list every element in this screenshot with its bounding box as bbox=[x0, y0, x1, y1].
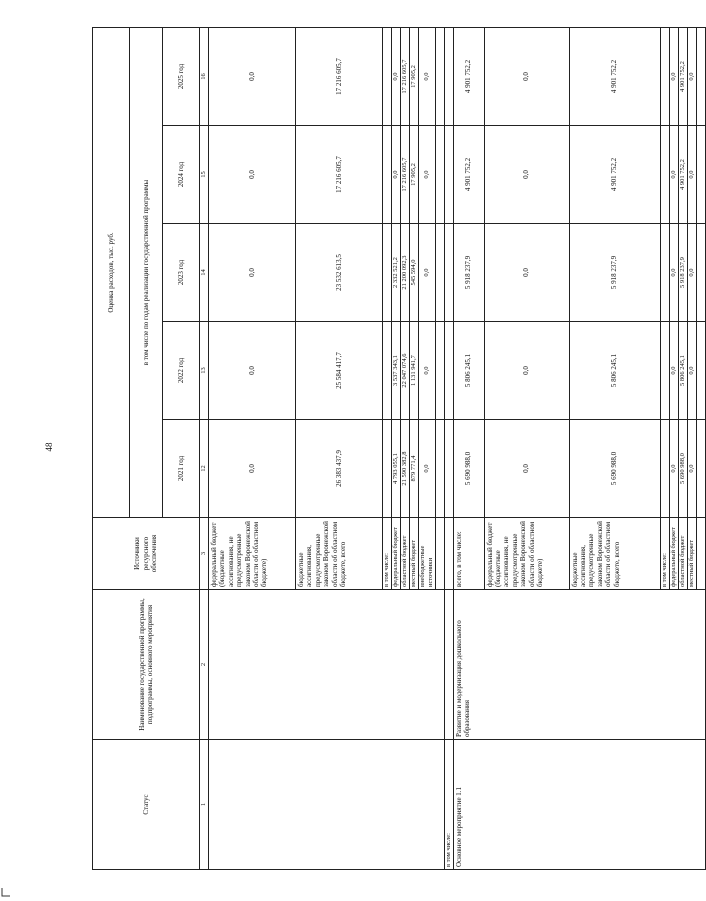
source-cell: бюджетные ассигнования, предусмотренные законом Воронежской области об областном бюджете, всего bbox=[569, 518, 660, 590]
col-num: 13 bbox=[200, 322, 209, 420]
source-cell: местный бюджет bbox=[410, 518, 419, 590]
value-cell: 25 584 417,7 bbox=[296, 322, 383, 420]
value-cell: 0,0 bbox=[392, 27, 401, 125]
name-cell bbox=[209, 590, 445, 740]
value-cell: 0,0 bbox=[669, 126, 678, 224]
value-cell: 23 532 613,5 bbox=[296, 224, 383, 322]
scan-corner-mark-icon bbox=[2, 888, 10, 896]
value-cell: 17 216 605,7 bbox=[401, 27, 410, 125]
value-cell: 4 793 055,1 bbox=[392, 420, 401, 518]
header-year: 2022 год bbox=[163, 322, 200, 420]
source-cell: федеральный бюджет bbox=[392, 518, 401, 590]
header-by-years: в том числе по годам реализации государственной программы bbox=[130, 27, 163, 517]
value-cell: 4 901 752,2 bbox=[678, 126, 687, 224]
value-cell: 21 590 382,8 bbox=[401, 420, 410, 518]
status-note: в том числе: bbox=[444, 740, 453, 870]
source-cell: местный бюджет bbox=[687, 518, 696, 590]
value-cell: 0,0 bbox=[392, 126, 401, 224]
value-cell: 5 690 988,0 bbox=[678, 420, 687, 518]
value-cell: 0,0 bbox=[419, 126, 436, 224]
value-cell: 0,0 bbox=[484, 420, 569, 518]
header-year: 2021 год bbox=[163, 420, 200, 518]
value-cell: 3 537 343,1 bbox=[392, 322, 401, 420]
value-cell: 0,0 bbox=[484, 224, 569, 322]
col-num: 2 bbox=[200, 590, 209, 740]
col-num: 3 bbox=[200, 518, 209, 590]
header-source: Источники ресурсного обеспечения bbox=[93, 518, 200, 590]
table-row bbox=[444, 27, 453, 869]
value-cell: 5 690 988,0 bbox=[453, 420, 484, 518]
col-num: 16 bbox=[200, 27, 209, 125]
table-row bbox=[453, 27, 484, 869]
value-cell: 0,0 bbox=[687, 126, 696, 224]
value-cell: 17 216 605,7 bbox=[401, 126, 410, 224]
budget-table bbox=[92, 27, 706, 870]
value-cell: 0,0 bbox=[669, 224, 678, 322]
value-cell: 5 918 237,9 bbox=[453, 224, 484, 322]
source-cell: в том числе: bbox=[383, 518, 392, 590]
source-cell: областной бюджет bbox=[401, 518, 410, 590]
value-cell: 0,0 bbox=[419, 420, 436, 518]
value-cell: 17 216 605,7 bbox=[296, 126, 383, 224]
value-cell: 4 901 752,2 bbox=[453, 126, 484, 224]
source-cell: федеральный бюджет bbox=[669, 518, 678, 590]
col-num: 15 bbox=[200, 126, 209, 224]
value-cell: 0,0 bbox=[484, 27, 569, 125]
value-cell: 0,0 bbox=[687, 224, 696, 322]
value-cell: 0,0 bbox=[687, 420, 696, 518]
col-num: 1 bbox=[200, 740, 209, 870]
header-year: 2025 год bbox=[163, 27, 200, 125]
source-cell: областной бюджет bbox=[678, 518, 687, 590]
name-cell: Развитие и модернизация дошкольного образования bbox=[453, 590, 705, 740]
value-cell: 5 806 245,1 bbox=[569, 322, 660, 420]
value-cell: 5 806 245,1 bbox=[678, 322, 687, 420]
header-year: 2023 год bbox=[163, 224, 200, 322]
source-cell: федеральный бюджет (бюджетные ассигнования, не предусмотренные законом Воронежской области об областном бюджете) bbox=[484, 518, 569, 590]
value-cell: 0,0 bbox=[209, 27, 296, 125]
value-cell: 5 806 245,1 bbox=[453, 322, 484, 420]
page-number: 48 bbox=[44, 442, 54, 452]
col-num: 12 bbox=[200, 420, 209, 518]
header-status: Статус bbox=[93, 740, 200, 870]
header-year: 2024 год bbox=[163, 126, 200, 224]
value-cell: 0,0 bbox=[209, 126, 296, 224]
source-cell: бюджетные ассигнования, предусмотренные законом Воронежской области об областном бюджете, всего bbox=[296, 518, 383, 590]
value-cell: 0,0 bbox=[687, 27, 696, 125]
value-cell: 22 047 074,6 bbox=[401, 322, 410, 420]
source-cell: федеральный бюджет (бюджетные ассигнования, не предусмотренные законом Воронежской области об областном бюджете) bbox=[209, 518, 296, 590]
value-cell: 545 594,0 bbox=[410, 224, 419, 322]
header-estimate: Оценка расходов, тыс. руб. bbox=[93, 27, 130, 517]
value-cell: 2 332 521,2 bbox=[392, 224, 401, 322]
value-cell: 0,0 bbox=[419, 322, 436, 420]
status-cell bbox=[209, 740, 445, 870]
source-cell: всего, в том числе: bbox=[453, 518, 484, 590]
value-cell: 5 690 988,0 bbox=[569, 420, 660, 518]
status-cell: Основное мероприятие 1.1 bbox=[453, 740, 705, 870]
col-num: 14 bbox=[200, 224, 209, 322]
value-cell: 4 901 752,2 bbox=[678, 27, 687, 125]
value-cell: 0,0 bbox=[484, 322, 569, 420]
value-cell: 0,0 bbox=[687, 322, 696, 420]
value-cell: 4 901 752,2 bbox=[569, 27, 660, 125]
source-cell: в том числе: bbox=[660, 518, 669, 590]
value-cell: 17 905,2 bbox=[410, 27, 419, 125]
value-cell: 17 905,2 bbox=[410, 126, 419, 224]
rotated-table-wrapper bbox=[92, 28, 695, 870]
value-cell: 5 918 237,9 bbox=[678, 224, 687, 322]
value-cell: 0,0 bbox=[209, 322, 296, 420]
value-cell: 0,0 bbox=[669, 27, 678, 125]
value-cell: 4 901 752,2 bbox=[569, 126, 660, 224]
value-cell: 879 771,4 bbox=[410, 420, 419, 518]
value-cell: 0,0 bbox=[669, 322, 678, 420]
source-cell: внебюджетные источники bbox=[419, 518, 436, 590]
value-cell: 26 383 437,9 bbox=[296, 420, 383, 518]
value-cell: 0,0 bbox=[419, 27, 436, 125]
value-cell: 17 216 605,7 bbox=[296, 27, 383, 125]
value-cell: 0,0 bbox=[209, 420, 296, 518]
value-cell: 21 200 092,3 bbox=[401, 224, 410, 322]
table-row bbox=[209, 27, 296, 869]
column-number-row bbox=[200, 27, 209, 869]
header-row-1 bbox=[93, 27, 130, 869]
value-cell: 1 131 941,7 bbox=[410, 322, 419, 420]
header-name: Наименование государственной программы, подпрограммы, основного мероприятия bbox=[93, 590, 200, 740]
value-cell: 0,0 bbox=[669, 420, 678, 518]
value-cell: 0,0 bbox=[484, 126, 569, 224]
value-cell: 0,0 bbox=[209, 224, 296, 322]
value-cell: 0,0 bbox=[419, 224, 436, 322]
value-cell: 5 918 237,9 bbox=[569, 224, 660, 322]
value-cell: 4 901 752,2 bbox=[453, 27, 484, 125]
